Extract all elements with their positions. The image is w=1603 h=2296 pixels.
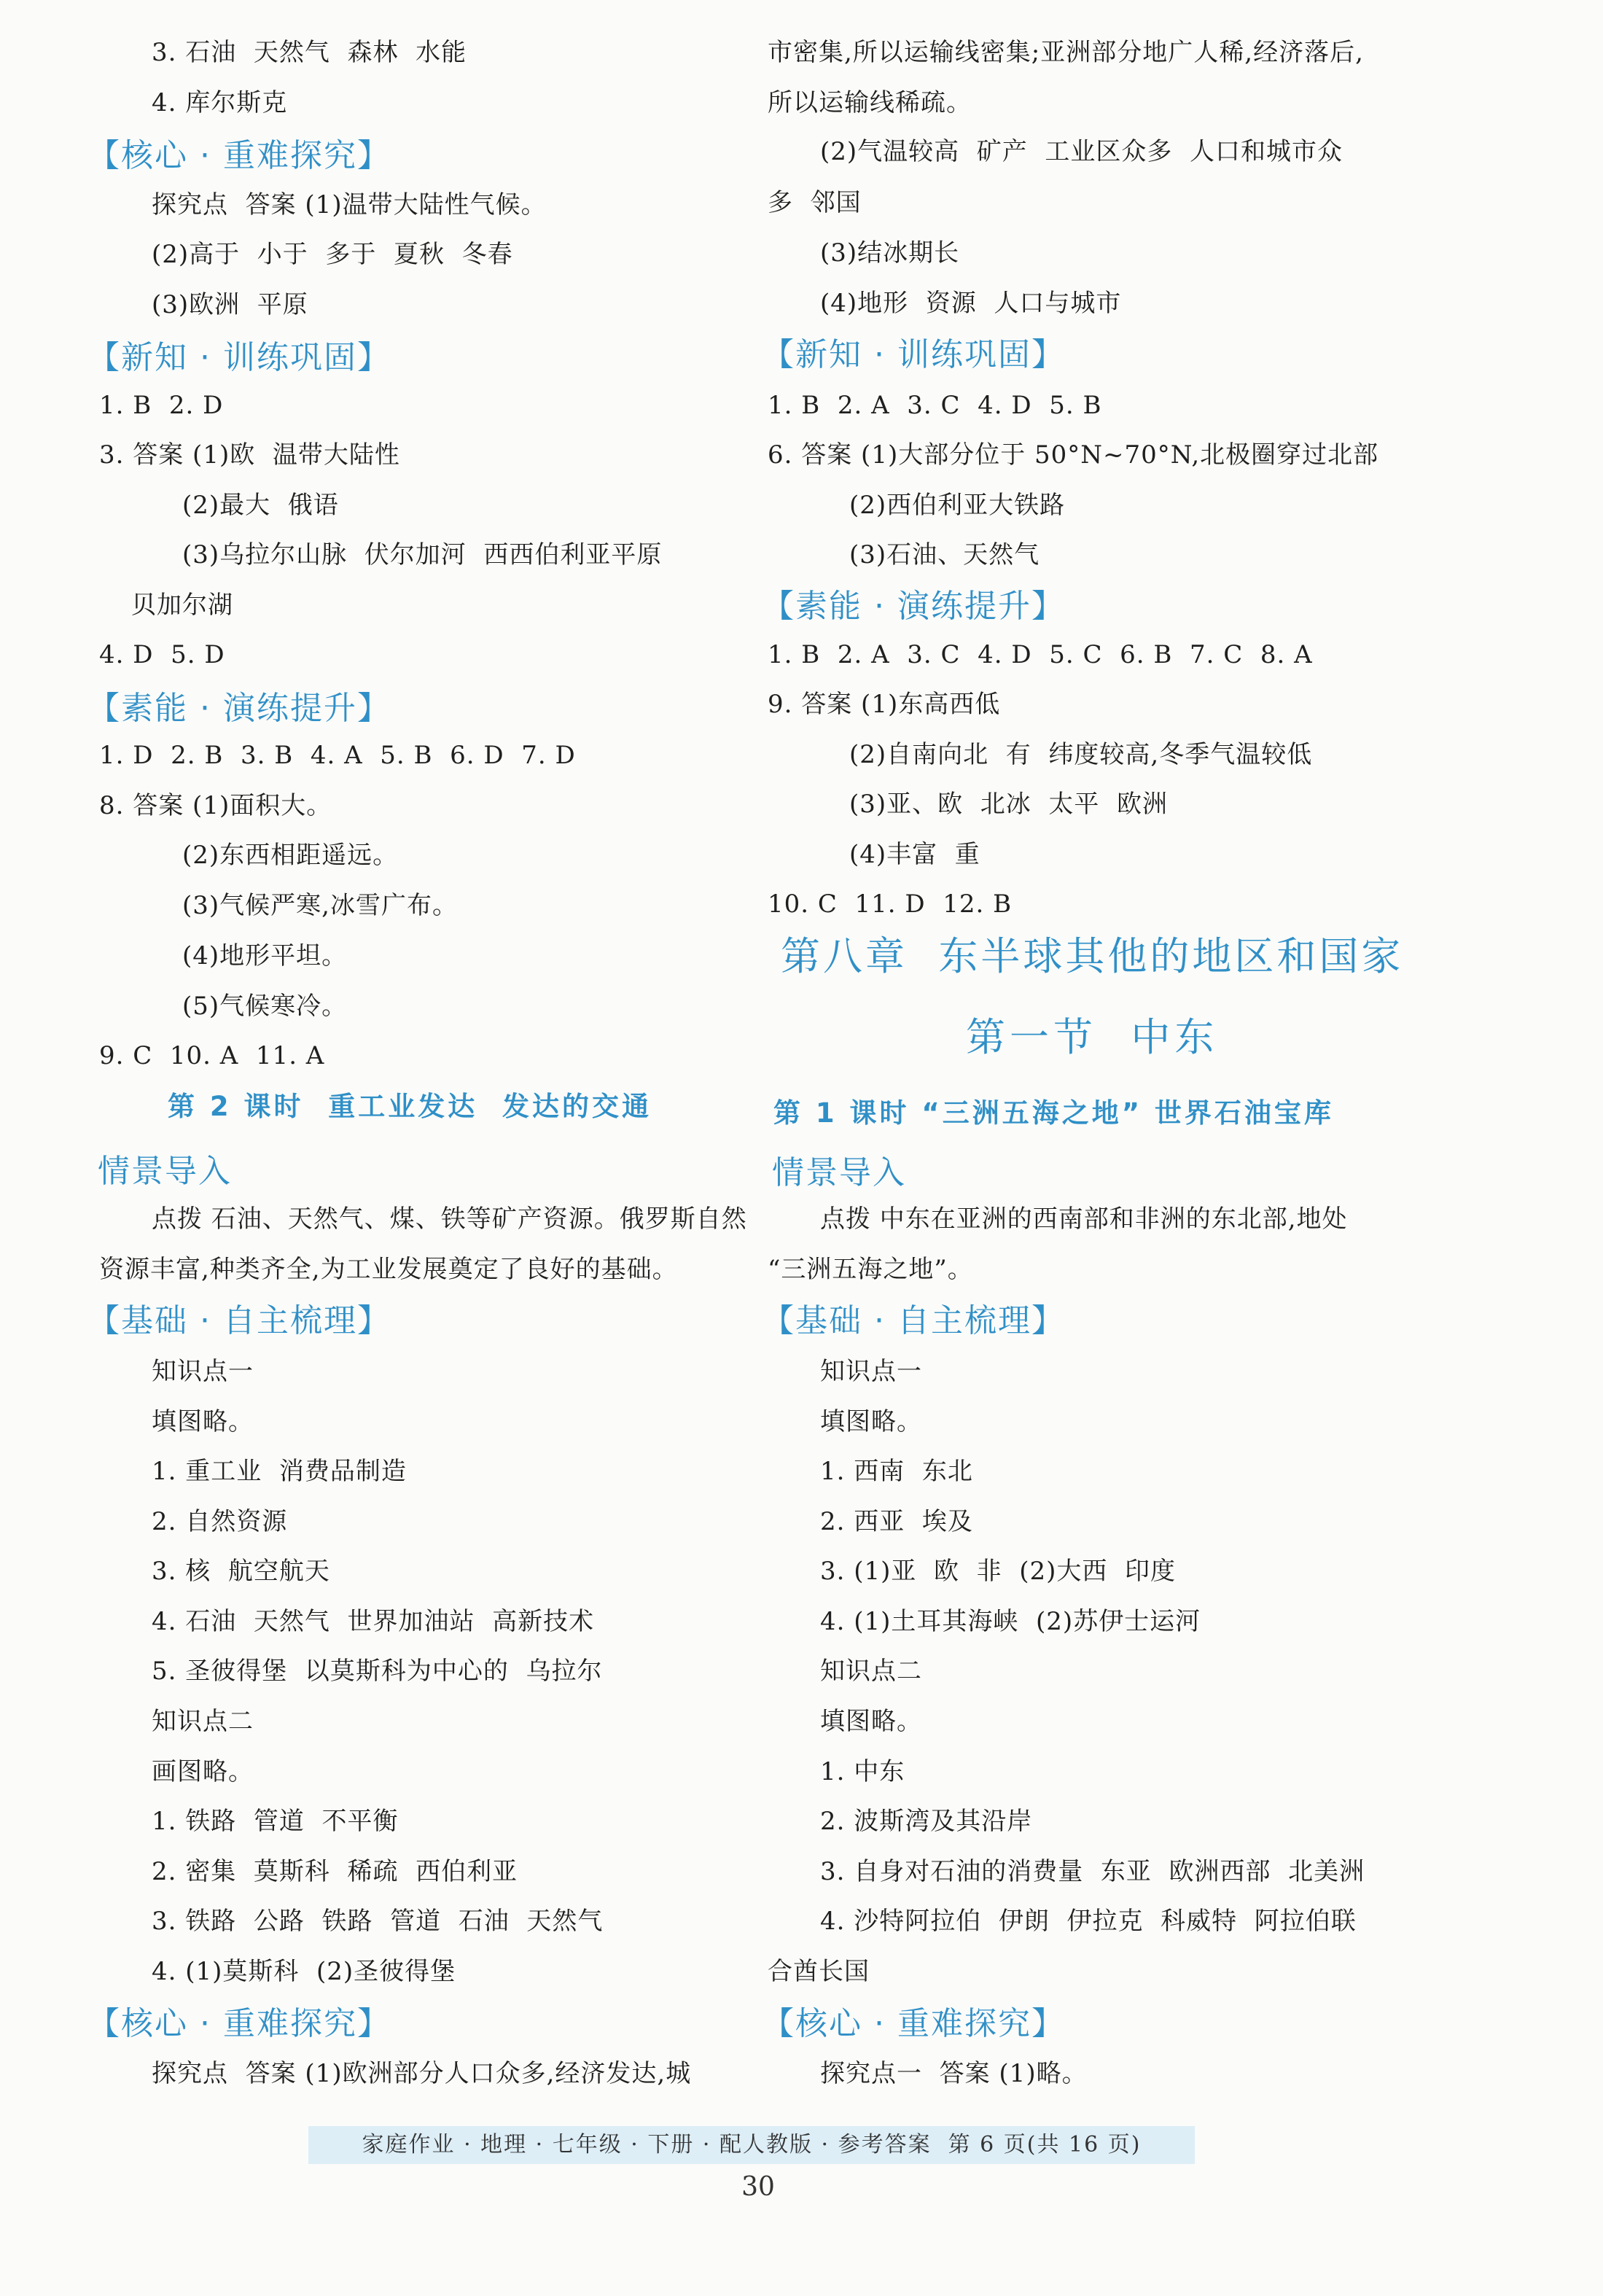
answer-line: 画图略。 <box>152 1757 254 1786</box>
answer-line: 3. 核 航空航天 <box>152 1557 330 1586</box>
answer-line: 知识点一 <box>152 1357 254 1386</box>
answer-line: 1. 中东 <box>820 1757 905 1786</box>
answer-line: 填图略。 <box>820 1707 922 1736</box>
answer-line: 点拨 石油、天然气、煤、铁等矿产资源。俄罗斯自然 <box>152 1205 747 1234</box>
answer-line: (2)自南向北 有 纬度较高,冬季气温较低 <box>849 740 1313 769</box>
answer-line: 1. B 2. A 3. C 4. D 5. B <box>768 391 1102 420</box>
answer-line: 4. 库尔斯克 <box>152 88 288 117</box>
answer-line: 4. 石油 天然气 世界加油站 高新技术 <box>152 1607 595 1636</box>
answer-line: (4)地形 资源 人口与城市 <box>820 289 1122 318</box>
answer-line: 市密集,所以运输线密集;亚洲部分地广人稀,经济落后, <box>768 38 1364 67</box>
answer-line: 知识点一 <box>820 1357 922 1386</box>
answer-line: 1. 西南 东北 <box>820 1457 973 1486</box>
section-heading: 情景导入 <box>98 1153 232 1190</box>
answer-line: (4)地形平坦。 <box>182 941 348 970</box>
section-title: 第一节 中东 <box>966 1014 1219 1060</box>
answer-line: (2)高于 小于 多于 夏秋 冬春 <box>152 240 513 269</box>
answer-line: 4. (1)莫斯科 (2)圣彼得堡 <box>152 1957 456 1986</box>
section-heading: 【新知 · 训练巩固】 <box>762 336 1065 373</box>
section-heading: 情景导入 <box>772 1154 906 1191</box>
chapter-title: 第八章 东半球其他的地区和国家 <box>781 933 1404 979</box>
answer-line: 9. C 10. A 11. A <box>99 1041 325 1070</box>
answer-line: 9. 答案 (1)东高西低 <box>768 690 1001 719</box>
answer-line: 3. 自身对石油的消费量 东亚 欧洲西部 北美洲 <box>820 1857 1365 1886</box>
lesson-title: 第 1 课时 “三洲五海之地” 世界石油宝库 <box>773 1097 1334 1129</box>
answer-line: 4. D 5. D <box>99 640 225 669</box>
answer-line: 资源丰富,种类齐全,为工业发展奠定了良好的基础。 <box>99 1255 678 1284</box>
section-heading: 【核心 · 重难探究】 <box>87 2005 391 2042</box>
answer-line: (2)西伯利亚大铁路 <box>849 491 1066 520</box>
section-heading: 【核心 · 重难探究】 <box>87 137 391 174</box>
section-heading: 【基础 · 自主梳理】 <box>87 1302 391 1339</box>
answer-line: 所以运输线稀疏。 <box>768 88 972 117</box>
answer-line: (3)乌拉尔山脉 伏尔加河 西西伯利亚平原 <box>182 540 663 569</box>
answer-line: 3. 答案 (1)欧 温带大陆性 <box>99 440 400 470</box>
section-heading: 【核心 · 重难探究】 <box>762 2005 1065 2042</box>
page-number: 30 <box>741 2172 775 2202</box>
answer-line: 2. 自然资源 <box>152 1507 288 1536</box>
answer-line: 知识点二 <box>820 1657 922 1686</box>
answer-line: (2)东西相距遥远。 <box>182 841 399 870</box>
lesson-title: 第 2 课时 重工业发达 发达的交通 <box>168 1091 652 1122</box>
answer-line: 点拨 中东在亚洲的西南部和非洲的东北部,地处 <box>820 1205 1348 1234</box>
answer-line: 4. 沙特阿拉伯 伊朗 伊拉克 科威特 阿拉伯联 <box>820 1907 1357 1936</box>
answer-line: 3. 铁路 公路 铁路 管道 石油 天然气 <box>152 1907 604 1936</box>
answer-line: (4)丰富 重 <box>849 840 980 869</box>
answer-line: (3)亚、欧 北冰 太平 欧洲 <box>849 790 1169 819</box>
answer-line: (3)石油、天然气 <box>849 540 1040 569</box>
answer-line: 1. 铁路 管道 不平衡 <box>152 1807 399 1836</box>
section-heading: 【新知 · 训练巩固】 <box>87 339 391 376</box>
answer-line: 知识点二 <box>152 1707 254 1736</box>
answer-line: 1. D 2. B 3. B 4. A 5. B 6. D 7. D <box>99 741 576 770</box>
section-heading: 【基础 · 自主梳理】 <box>762 1302 1065 1339</box>
answer-line: 2. 西亚 埃及 <box>820 1507 973 1536</box>
section-heading: 【素能 · 演练提升】 <box>87 690 391 727</box>
answer-line: (3)结冰期长 <box>820 238 960 268</box>
answer-line: 1. 重工业 消费品制造 <box>152 1457 407 1486</box>
answer-line: (3)欧洲 平原 <box>152 290 308 319</box>
answer-line: 3. (1)亚 欧 非 (2)大西 印度 <box>820 1557 1177 1586</box>
answer-line: 探究点 答案 (1)温带大陆性气候。 <box>152 190 547 219</box>
answer-line: 多 邻国 <box>768 188 862 217</box>
answer-line: (5)气候寒冷。 <box>182 992 348 1021</box>
section-heading: 【素能 · 演练提升】 <box>762 588 1065 625</box>
answer-line: 2. 波斯湾及其沿岸 <box>820 1807 1033 1836</box>
answer-line: 探究点一 答案 (1)略。 <box>820 2059 1088 2088</box>
answer-line: (2)气温较高 矿产 工业区众多 人口和城市众 <box>820 137 1343 166</box>
answer-line: 填图略。 <box>152 1407 254 1436</box>
answer-line: 填图略。 <box>820 1407 922 1436</box>
answer-line: 4. (1)土耳其海峡 (2)苏伊士运河 <box>820 1607 1201 1636</box>
answer-line: 3. 石油 天然气 森林 水能 <box>152 38 467 67</box>
answer-line: 5. 圣彼得堡 以莫斯科为中心的 乌拉尔 <box>152 1657 603 1686</box>
answer-line: 8. 答案 (1)面积大。 <box>99 791 332 820</box>
answer-line: 1. B 2. A 3. C 4. D 5. C 6. B 7. C 8. A <box>768 640 1313 669</box>
answer-line: 探究点 答案 (1)欧洲部分人口众多,经济发达,城 <box>152 2059 692 2088</box>
answer-line: 1. B 2. D <box>99 391 224 420</box>
answer-line: (2)最大 俄语 <box>182 491 339 520</box>
answer-line: 合酋长国 <box>768 1957 870 1986</box>
answer-line: 6. 答案 (1)大部分位于 50°N~70°N,北极圈穿过北部 <box>768 440 1379 470</box>
answer-line: 10. C 11. D 12. B <box>768 890 1013 919</box>
answer-line: 2. 密集 莫斯科 稀疏 西伯利亚 <box>152 1857 518 1886</box>
answer-line: (3)气候严寒,冰雪广布。 <box>182 891 458 920</box>
answer-line: “三洲五海之地”。 <box>768 1255 973 1284</box>
answer-line: 贝加尔湖 <box>131 591 233 620</box>
footer-band: 家庭作业 · 地理 · 七年级 · 下册 · 配人教版 · 参考答案 第 6 页(共 16 页) <box>308 2126 1195 2164</box>
